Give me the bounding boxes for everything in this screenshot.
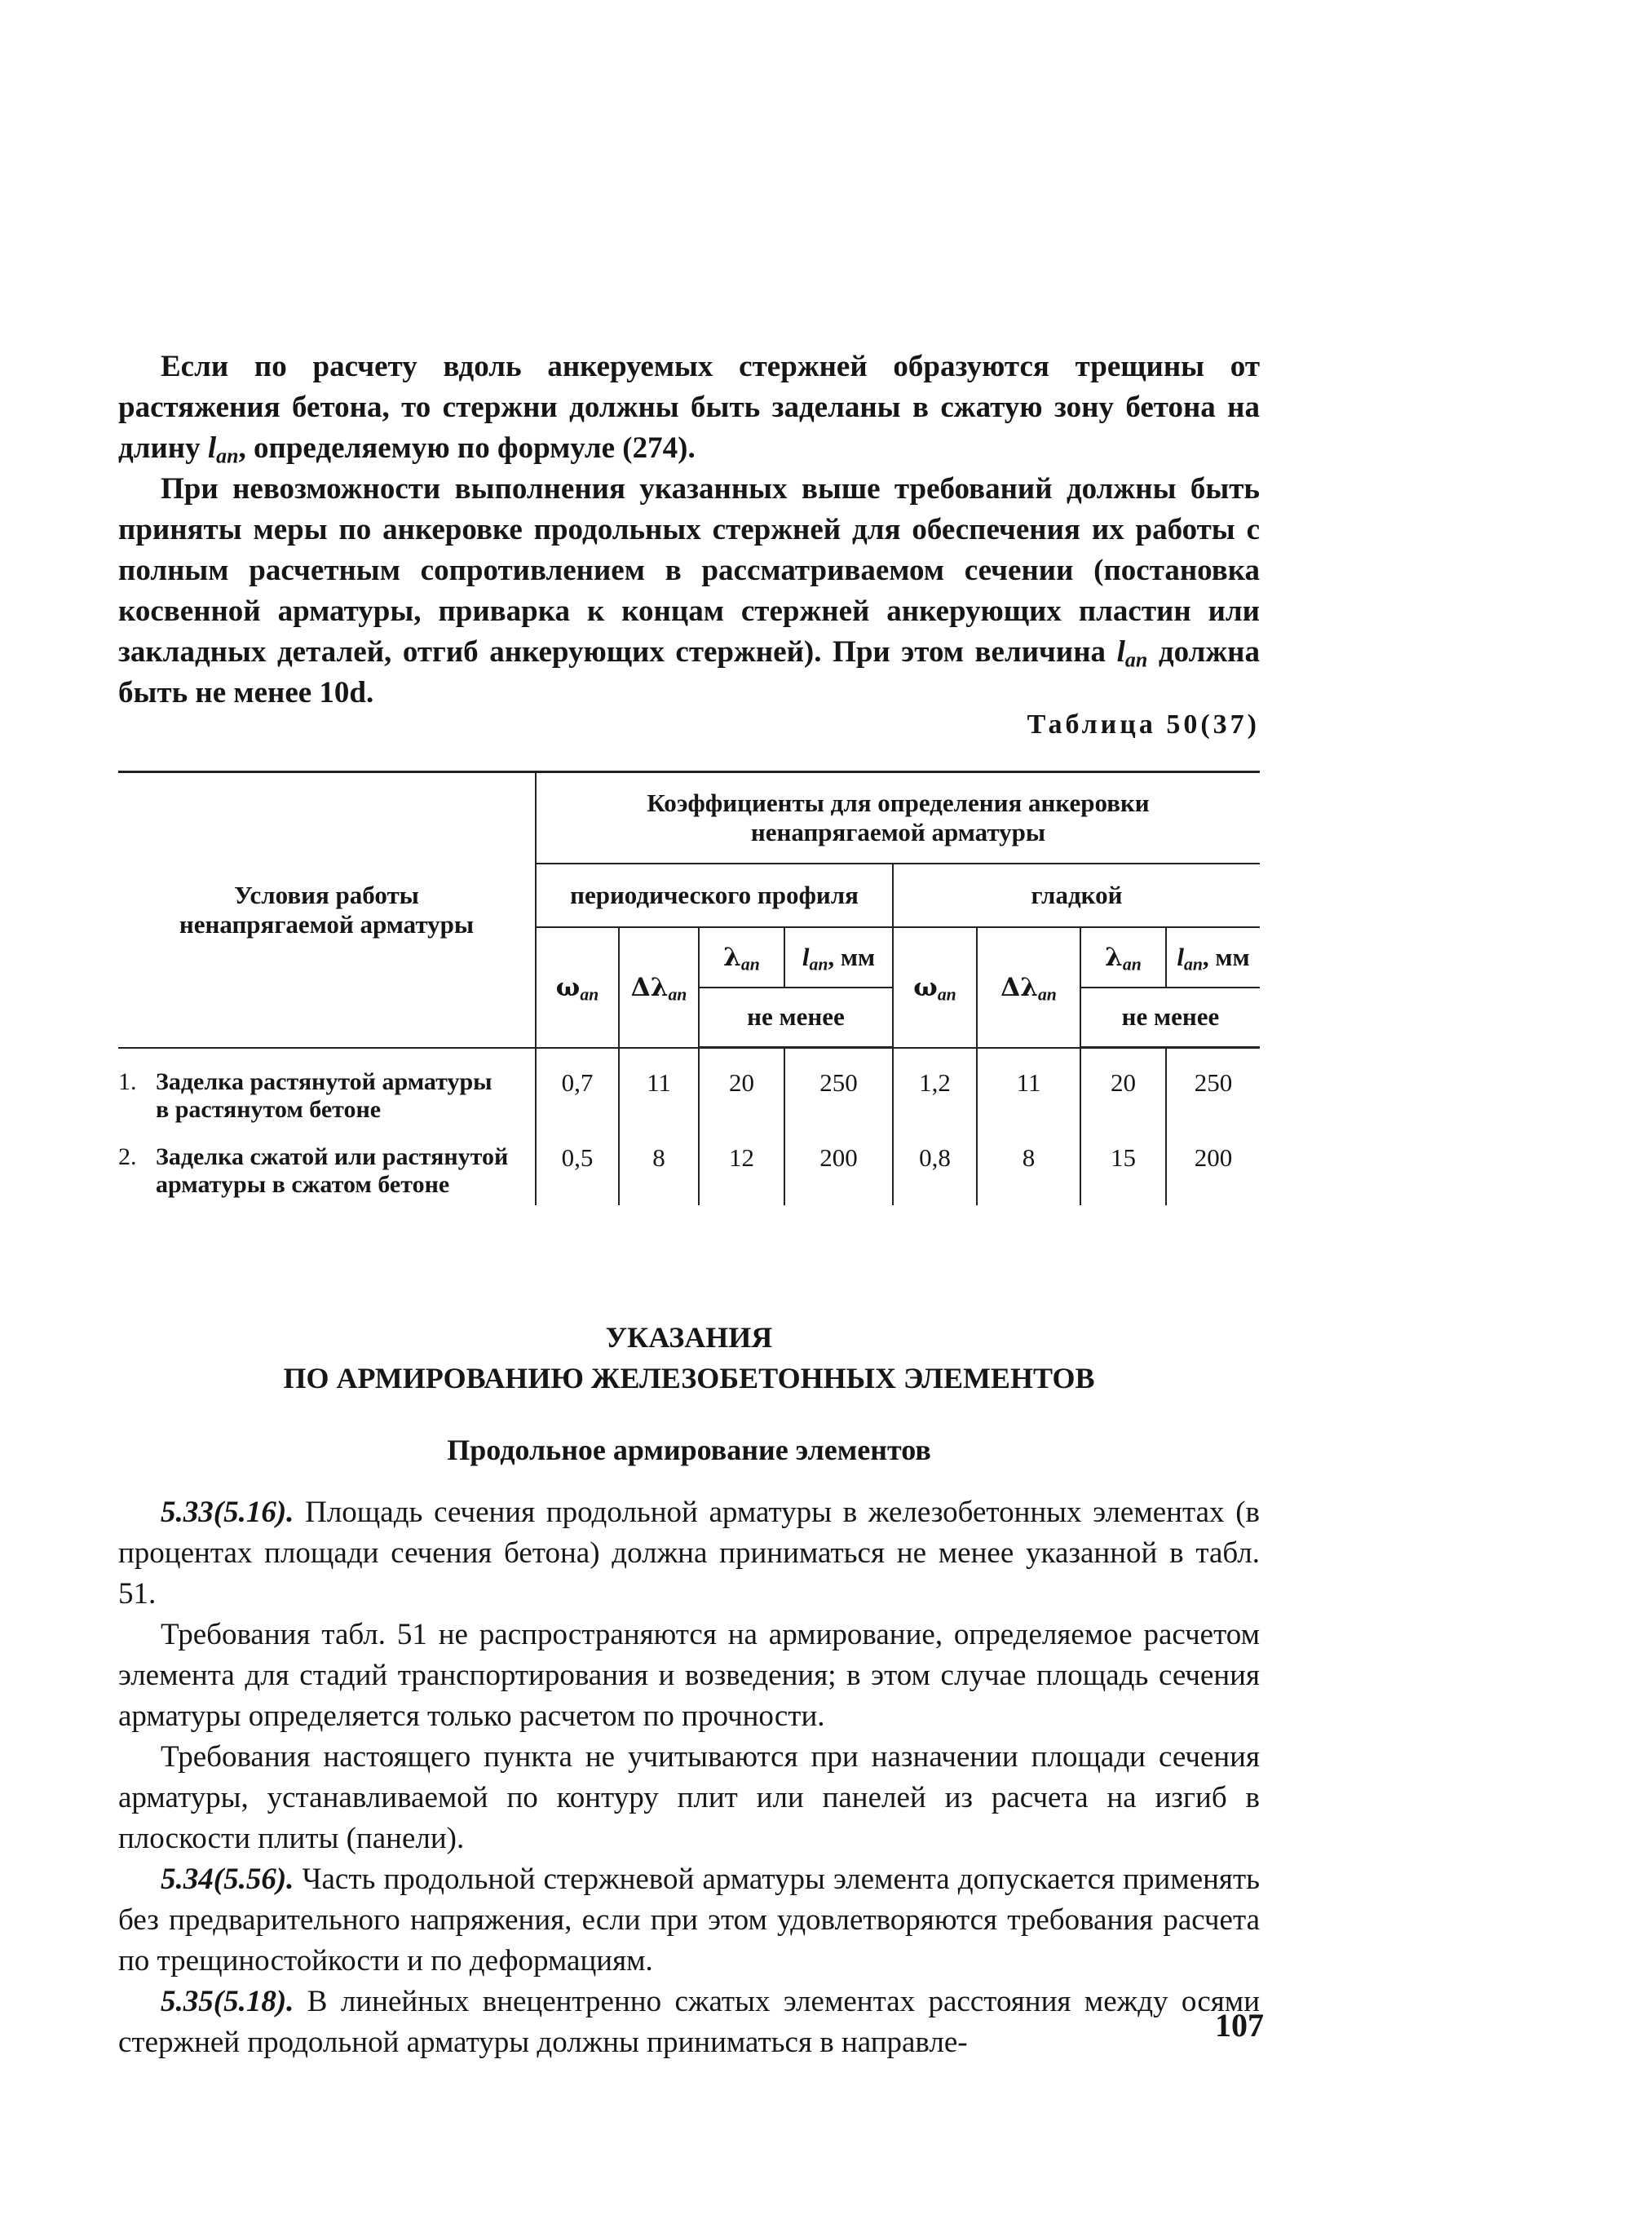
cell-value: 8	[977, 1124, 1080, 1205]
cell-value: 200	[784, 1124, 893, 1205]
clauses	[118, 1492, 1260, 2063]
cell-value: 8	[619, 1124, 699, 1205]
header-length-periodic: $l_{an}$, мм	[784, 927, 893, 988]
cell-value: 0,8	[893, 1124, 977, 1205]
clause-5-33: 5.33(5.16). Площадь сечения продольной арматуры в железобетонных элементах (в процентах площади сечения бетона) должна приниматься не менее указанной в табл. 51.	[118, 1496, 1260, 1611]
clause-5-34: 5.34(5.56). Часть продольной стержневой арматуры элемента допускается применять без предварительного напряжения, если при этом удовлетворяются требования расчета по трещиностойкости и по деформациям.	[118, 1863, 1260, 1978]
cell-value: 200	[1166, 1124, 1260, 1205]
clause-5-33-note-2: Требования настоящего пункта не учитываются при назначении площади сечения арматуры, устанавливаемой по контуру плит или панелей из расчета на изгиб в плоскости плиты (панели).	[118, 1740, 1260, 1855]
cell-value: 11	[977, 1048, 1080, 1124]
row-condition: 2. Заделка сжатой или растянутой арматуры в сжатом бетоне	[118, 1142, 509, 1198]
clause-5-33-note-1: Требования табл. 51 не распространяются на армирование, определяемое расчетом элемента для стадий транспортирования и возведения; в этом случае площадь сечения арматуры определяется только расчетом по прочности.	[118, 1618, 1260, 1733]
header-not-less-smooth: не менее	[1080, 988, 1260, 1048]
table-row	[118, 1124, 1260, 1205]
page-number: 107	[1215, 2007, 1264, 2044]
intro-text	[118, 347, 1260, 714]
header-lambda-periodic: $\lambda_{an}$	[699, 927, 784, 988]
header-conditions: Условия работы ненапрягаемой арматуры	[118, 772, 536, 1048]
cell-value: 20	[1080, 1048, 1166, 1124]
cell-value: 250	[1166, 1048, 1260, 1124]
cell-value: 11	[619, 1048, 699, 1124]
table-row	[118, 1048, 1260, 1124]
header-smooth: гладкой	[893, 864, 1260, 927]
cell-value: 20	[699, 1048, 784, 1124]
header-lambda-smooth: $\lambda_{an}$	[1080, 927, 1166, 988]
paragraph-anchorage-cracks: Если по расчету вдоль анкеруемых стержней образуются трещины от растяжения бетона, то стержни должны быть заделаны в сжатую зону бетона на длину $l_{an}$, определяемую по формуле (274).	[118, 350, 1260, 468]
cell-value: 0,5	[536, 1124, 619, 1205]
header-omega-periodic: $\omega_{an}$	[536, 927, 619, 1048]
table-caption: Таблица 50(37)	[1027, 709, 1260, 740]
cell-value: 1,2	[893, 1048, 977, 1124]
cell-value: 12	[699, 1124, 784, 1205]
cell-value: 250	[784, 1048, 893, 1124]
header-periodic-profile: периодического профиля	[536, 864, 893, 927]
row-condition: 1. Заделка растянутой арматуры в растянутом бетоне	[118, 1067, 493, 1123]
section-subtitle: Продольное армирование элементов	[447, 1434, 931, 1466]
header-length-smooth: $l_{an}$, мм	[1166, 927, 1260, 988]
header-omega-smooth: $\omega_{an}$	[893, 927, 977, 1048]
section-heading	[118, 1317, 1260, 1470]
cell-value: 15	[1080, 1124, 1166, 1205]
header-delta-lambda-periodic: $\Delta\lambda_{an}$	[619, 927, 699, 1048]
clause-5-35: 5.35(5.18). В линейных внецентренно сжатых элементах расстояния между осями стержней продольной арматуры должны приниматься в направле-	[118, 1985, 1260, 2059]
header-not-less-periodic: не менее	[699, 988, 893, 1048]
section-title-line2: ПО АРМИРОВАНИЮ ЖЕЛЕЗОБЕТОННЫХ ЭЛЕМЕНТОВ	[283, 1362, 1095, 1394]
anchorage-coefficients-table	[118, 771, 1260, 1205]
section-title-line1: УКАЗАНИЯ	[605, 1321, 773, 1354]
header-coefficients: Коэффициенты для определения анкеровки ненапрягаемой арматуры	[536, 772, 1260, 864]
header-delta-lambda-smooth: $\Delta\lambda_{an}$	[977, 927, 1080, 1048]
paragraph-anchorage-measures: При невозможности выполнения указанных выше требований должны быть приняты меры по анкеровке продольных стержней для обеспечения их работы с полным расчетным сопротивлением в рассматриваемом сечении (постановка косвенной арматуры, приварка к концам стержней анкерующих пластин или закладных деталей, отгиб анкерующих стержней). При этом величина $l_{an}$ должна быть не менее 10d.	[118, 472, 1260, 709]
cell-value: 0,7	[536, 1048, 619, 1124]
